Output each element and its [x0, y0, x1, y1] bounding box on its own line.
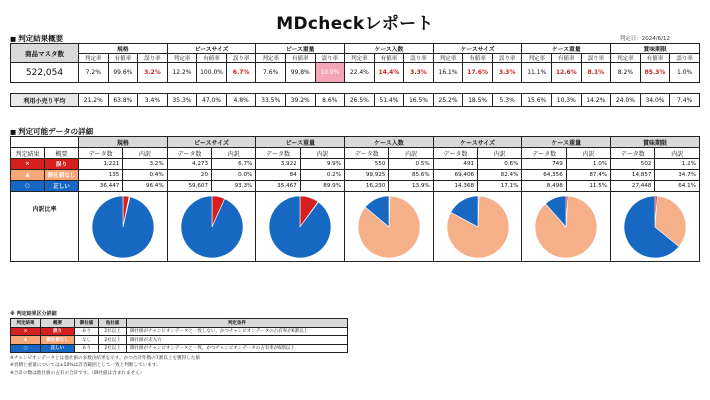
retail-average-value: 16.5%: [404, 94, 434, 107]
data-count: 27,448: [611, 181, 655, 192]
pie-cell: [522, 192, 611, 262]
summary-subheader: 判定率: [167, 54, 197, 63]
breakdown-percent: 96.4%: [123, 181, 167, 192]
report-title: MDcheckレポート: [276, 14, 434, 34]
breakdown-percent: 13.9%: [389, 181, 433, 192]
data-count: 20: [167, 170, 211, 181]
legend-title: ※ 判定結果区分詳細: [10, 311, 57, 317]
legend-label: 御社値なし: [41, 336, 75, 345]
valid-rate: 85.3%: [640, 63, 670, 83]
retail-average-table: [10, 93, 700, 107]
summary-subheader: 誤り率: [226, 54, 256, 63]
summary-group-header: ピース重量: [256, 44, 345, 54]
retail-average-row: [11, 94, 700, 107]
pie-cell: [256, 192, 345, 262]
detail-group-row: [11, 137, 700, 148]
result-symbol: ○: [11, 181, 45, 192]
retail-average-value: 47.0%: [197, 94, 227, 107]
detail-row: [11, 181, 700, 192]
legend-symbol: ○: [11, 344, 41, 353]
retail-average-value: 26.5%: [345, 94, 375, 107]
breakdown-pie-chart: [179, 194, 245, 260]
breakdown-percent: 93.3%: [212, 181, 256, 192]
data-count: 16,230: [345, 181, 389, 192]
summary-subheader: 有値率: [463, 54, 493, 63]
detail-subheader: データ数: [611, 148, 655, 159]
pie-slice-correct: [92, 196, 154, 258]
judge-rate: 16.1%: [433, 63, 463, 83]
legend-header: 他社値: [99, 319, 127, 328]
detail-subheader: データ数: [433, 148, 477, 159]
summary-value-row: [11, 63, 700, 83]
breakdown-percent: 87.4%: [566, 170, 610, 181]
breakdown-pie-chart: [533, 194, 599, 260]
summary-group-header: ピースサイズ: [167, 44, 256, 54]
result-symbol: ▲: [11, 170, 45, 181]
judge-rate: 12.2%: [167, 63, 197, 83]
breakdown-pie-chart: [267, 194, 333, 260]
breakdown-percent: 64.1%: [655, 181, 700, 192]
pie-row: [11, 192, 700, 262]
retail-average-value: 5.3%: [492, 94, 522, 107]
detail-group-header: ケースサイズ: [433, 137, 522, 148]
legend-table: [10, 318, 348, 353]
data-count: 8,498: [522, 181, 566, 192]
breakdown-pie-chart: [622, 194, 688, 260]
pie-slice-correct: [269, 196, 331, 258]
legend-header: 概要: [41, 319, 75, 328]
retail-average-value: 10.3%: [552, 94, 582, 107]
retail-average-value: 51.4%: [374, 94, 404, 107]
retail-average-value: 25.2%: [433, 94, 463, 107]
breakdown-percent: 0.2%: [300, 170, 344, 181]
master-count-label: 商品マスタ数: [11, 44, 79, 63]
detail-subheader: 内訳: [478, 148, 522, 159]
summary-subheader: 有値率: [552, 54, 582, 63]
legend-symbol: ▲: [11, 336, 41, 345]
legend-condition: 御社値がチャンピオンデータと一致しない、かつチャンピオンデータの占有率が6割以上: [127, 327, 348, 336]
error-rate: 1.0%: [670, 63, 700, 83]
master-count-value: 522,054: [11, 63, 79, 83]
detail-subheader: データ数: [79, 148, 123, 159]
legend-own-value: あり: [75, 344, 99, 353]
result-column-header: 判定結果: [11, 148, 45, 159]
summary-subheader: 誤り率: [138, 54, 168, 63]
summary-table: [10, 43, 700, 83]
data-count: 1,221: [79, 159, 123, 170]
legend-condition: 御社値が未入力: [127, 336, 348, 345]
legend-label: 正しい: [41, 344, 75, 353]
pie-slice-correct: [181, 196, 243, 258]
judge-rate: 7.2%: [79, 63, 109, 83]
summary-subheader: 有値率: [374, 54, 404, 63]
data-count: 84: [256, 170, 300, 181]
valid-rate: 12.6%: [552, 63, 582, 83]
legend-row: [11, 327, 348, 336]
result-label: 正しい: [45, 181, 79, 192]
retail-average-value: 39.2%: [285, 94, 315, 107]
summary-section-title: ■ 判定結果概要: [10, 33, 63, 44]
summary-group-header: 賞味期限: [611, 44, 700, 54]
detail-subheader: 内訳: [300, 148, 344, 159]
legend-other-value: 2社以上: [99, 344, 127, 353]
breakdown-pie-chart: [445, 194, 511, 260]
breakdown-percent: 34.7%: [655, 170, 700, 181]
valid-rate: 14.4%: [374, 63, 404, 83]
retail-average-value: 4.8%: [226, 94, 256, 107]
data-count: 749: [522, 159, 566, 170]
legend-other-value: 2社以上: [99, 327, 127, 336]
summary-subheader: 有値率: [640, 54, 670, 63]
data-count: 491: [433, 159, 477, 170]
retail-average-value: 24.0%: [611, 94, 641, 107]
valid-rate: 100.0%: [197, 63, 227, 83]
detail-subheader: 内訳: [389, 148, 433, 159]
legend-own-value: あり: [75, 327, 99, 336]
summary-subheader: 判定率: [611, 54, 641, 63]
retail-average-value: 34.0%: [640, 94, 670, 107]
detail-group-header: 規格: [79, 137, 168, 148]
detail-subheader: 内訳: [123, 148, 167, 159]
breakdown-percent: 9.9%: [300, 159, 344, 170]
result-label: 御社値なし: [45, 170, 79, 181]
breakdown-percent: 17.1%: [478, 181, 522, 192]
legend-header-row: [11, 319, 348, 328]
breakdown-percent: 3.2%: [123, 159, 167, 170]
summary-group-header: ケース重量: [522, 44, 611, 54]
detail-subheader: データ数: [345, 148, 389, 159]
error-rate: 3.3%: [492, 63, 522, 83]
error-rate: 3.2%: [138, 63, 168, 83]
retail-average-label: 利用小売り平均: [11, 94, 79, 107]
retail-average-value: 33.5%: [256, 94, 286, 107]
data-count: 69,406: [433, 170, 477, 181]
data-count: 135: [79, 170, 123, 181]
data-count: 14,857: [611, 170, 655, 181]
valid-rate: 99.8%: [285, 63, 315, 83]
detail-group-header: ピースサイズ: [167, 137, 256, 148]
judge-rate: 8.2%: [611, 63, 641, 83]
data-count: 59,607: [167, 181, 211, 192]
note-line: ※合計の数は他社値の占有の合計です。（御社値は含まれません）: [10, 370, 145, 376]
retail-average-value: 15.6%: [522, 94, 552, 107]
legend-header: 判定結果: [11, 319, 41, 328]
legend-condition: 御社値がチャンピオンデータと一致、かつチャンピオンデータの占有率が6割以上: [127, 344, 348, 353]
breakdown-percent: 1.2%: [655, 159, 700, 170]
summary-subheader: 判定率: [522, 54, 552, 63]
retail-average-value: 35.3%: [167, 94, 197, 107]
breakdown-percent: 0.0%: [212, 170, 256, 181]
detail-corner: [11, 137, 79, 148]
detail-row: [11, 159, 700, 170]
detail-subheader: 内訳: [566, 148, 610, 159]
retail-average-value: 8.6%: [315, 94, 345, 107]
summary-subheader: 有値率: [108, 54, 138, 63]
data-count: 14,368: [433, 181, 477, 192]
data-count: 550: [345, 159, 389, 170]
detail-group-header: ケース入数: [345, 137, 434, 148]
summary-subheader: 誤り率: [404, 54, 434, 63]
pie-row-label: 内訳比率: [11, 192, 79, 262]
legend-header: 御社値: [75, 319, 99, 328]
breakdown-percent: 0.6%: [478, 159, 522, 170]
note-line: ※容積と重量については±10%は許容範囲として一致と判断しています。: [10, 363, 161, 369]
summary-group-header: ケースサイズ: [433, 44, 522, 54]
breakdown-percent: 85.6%: [389, 170, 433, 181]
detail-subheader: 内訳: [212, 148, 256, 159]
summary-subheader: 判定率: [433, 54, 463, 63]
data-count: 35,467: [256, 181, 300, 192]
data-count: 36,447: [79, 181, 123, 192]
detail-subheader: データ数: [522, 148, 566, 159]
summary-subheader-row: [11, 54, 700, 63]
summary-subheader: 判定率: [79, 54, 109, 63]
legend-other-value: 2社以上: [99, 336, 127, 345]
summary-subheader: 有値率: [197, 54, 227, 63]
detail-subheader: データ数: [167, 148, 211, 159]
result-label: 誤り: [45, 159, 79, 170]
pie-cell: [433, 192, 522, 262]
legend-header: 判定条件: [127, 319, 348, 328]
pie-cell: [611, 192, 700, 262]
retail-average-value: 18.5%: [463, 94, 493, 107]
retail-average-value: 21.2%: [79, 94, 109, 107]
valid-rate: 99.6%: [108, 63, 138, 83]
summary-subheader: 誤り率: [581, 54, 611, 63]
breakdown-percent: 89.9%: [300, 181, 344, 192]
summary-subheader: 誤り率: [315, 54, 345, 63]
valid-rate: 17.6%: [463, 63, 493, 83]
breakdown-percent: 0.5%: [389, 159, 433, 170]
breakdown-pie-chart: [356, 194, 422, 260]
summary-group-header: 規格: [79, 44, 168, 54]
summary-subheader: 有値率: [285, 54, 315, 63]
pie-cell: [79, 192, 168, 262]
detail-group-header: ピース重量: [256, 137, 345, 148]
data-count: 502: [611, 159, 655, 170]
summary-column-header: 概要: [45, 148, 79, 159]
summary-subheader: 判定率: [345, 54, 375, 63]
breakdown-percent: 11.5%: [566, 181, 610, 192]
error-rate: 3.3%: [404, 63, 434, 83]
retail-average-value: 3.4%: [138, 94, 168, 107]
detail-subheader: データ数: [256, 148, 300, 159]
result-symbol: ×: [11, 159, 45, 170]
breakdown-pie-chart: [90, 194, 156, 260]
breakdown-percent: 0.4%: [123, 170, 167, 181]
legend-label: 誤り: [41, 327, 75, 336]
retail-average-value: 14.2%: [581, 94, 611, 107]
judge-rate: 7.6%: [256, 63, 286, 83]
notes: [10, 355, 200, 377]
error-rate: 10.0%: [315, 63, 345, 83]
retail-average-value: 63.8%: [108, 94, 138, 107]
summary-subheader: 誤り率: [670, 54, 700, 63]
judge-rate: 22.4%: [345, 63, 375, 83]
data-count: 64,356: [522, 170, 566, 181]
detail-table: [10, 136, 700, 262]
legend-symbol: ×: [11, 327, 41, 336]
detail-subheader: 内訳: [655, 148, 700, 159]
summary-subheader: 判定率: [256, 54, 286, 63]
detail-subheader-row: [11, 148, 700, 159]
data-count: 99,925: [345, 170, 389, 181]
summary-group-row: [11, 44, 700, 54]
pie-cell: [167, 192, 256, 262]
pie-cell: [345, 192, 434, 262]
summary-group-header: ケース入数: [345, 44, 434, 54]
legend-own-value: なし: [75, 336, 99, 345]
note-line: ※チャンピオンデータとは他社値の多数決結果を示す。かつ合計件数の7割以上を獲得した値: [10, 356, 201, 361]
judgement-date: 判定日：2024/6/12: [619, 36, 670, 42]
summary-subheader: 誤り率: [492, 54, 522, 63]
detail-row: [11, 170, 700, 181]
legend-row: [11, 344, 348, 353]
detail-group-header: 賞味期限: [611, 137, 700, 148]
retail-average-value: 7.4%: [670, 94, 700, 107]
breakdown-percent: 1.0%: [566, 159, 610, 170]
detail-section-title: ■ 判定可能データの詳細: [10, 126, 93, 137]
data-count: 3,922: [256, 159, 300, 170]
error-rate: 6.7%: [226, 63, 256, 83]
error-rate: 8.1%: [581, 63, 611, 83]
detail-group-header: ケース重量: [522, 137, 611, 148]
judge-rate: 11.1%: [522, 63, 552, 83]
data-count: 4,273: [167, 159, 211, 170]
breakdown-percent: 6.7%: [212, 159, 256, 170]
breakdown-percent: 82.4%: [478, 170, 522, 181]
legend-row: [11, 336, 348, 345]
